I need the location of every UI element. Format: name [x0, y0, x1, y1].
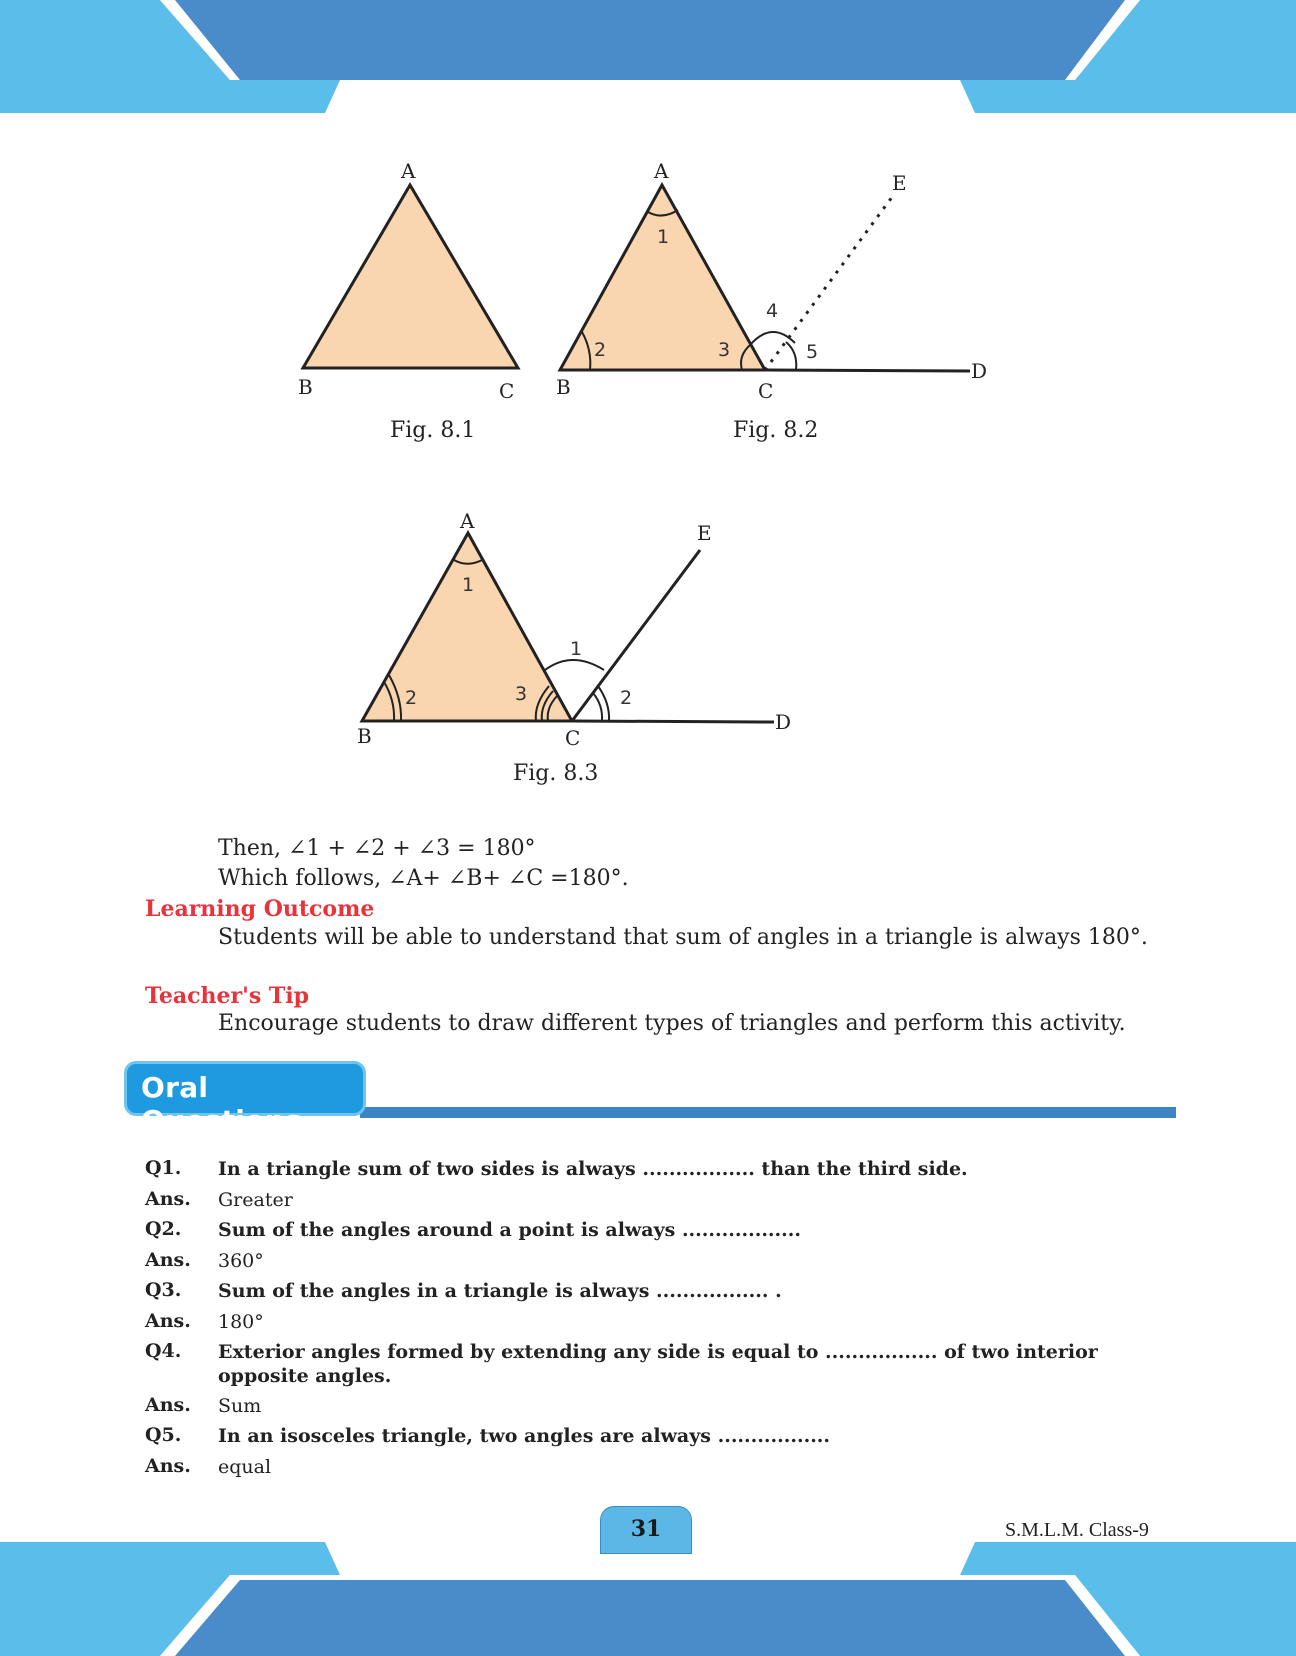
fig-8-1-caption: Fig. 8.1 — [390, 418, 476, 443]
angle-mark-exterior-1: 1 — [570, 638, 583, 660]
angle-arc-exterior-2a — [593, 693, 602, 721]
answer-text: Greater — [218, 1189, 293, 1211]
angle-mark-1: 1 — [657, 226, 670, 248]
teachers-tip-text: Encourage students to draw different types of triangles and perform this activity. — [218, 1011, 1126, 1036]
ray-ce — [572, 550, 700, 721]
label-c: C — [565, 726, 581, 750]
triangle-abc — [362, 533, 572, 721]
angle-arc-5 — [786, 342, 796, 370]
label-e: E — [892, 171, 907, 195]
triangle-abc — [560, 185, 765, 370]
figure-8-1 — [290, 160, 540, 410]
oral-questions-rule — [360, 1107, 1176, 1118]
ray-cd — [572, 721, 774, 722]
label-d: D — [775, 710, 792, 734]
answer-label: Ans. — [145, 1310, 191, 1332]
book-label: S.M.L.M. Class-9 — [1005, 1519, 1149, 1541]
learning-outcome-heading: Learning Outcome — [145, 896, 375, 922]
question-label: Q2. — [145, 1218, 182, 1240]
footer-decoration — [0, 1540, 1296, 1656]
question-text: In a triangle sum of two sides is always ................. than the third side. — [218, 1158, 968, 1180]
label-b: B — [357, 724, 372, 748]
label-b: B — [298, 375, 313, 399]
angle-mark-1: 1 — [462, 574, 475, 596]
figure-8-2 — [550, 160, 1000, 410]
label-d: D — [971, 359, 988, 383]
label-a: A — [654, 160, 669, 183]
figure-8-3 — [350, 510, 810, 750]
oral-questions-title: Oral Questions — [141, 1071, 302, 1137]
answer-text: 360° — [218, 1250, 264, 1272]
fig-8-3-caption: Fig. 8.3 — [513, 761, 599, 786]
question-text: Sum of the angles around a point is always .................. — [218, 1219, 802, 1241]
question-text: In an isosceles triangle, two angles are always ................. — [218, 1425, 831, 1447]
question-label: Q5. — [145, 1424, 182, 1446]
answer-text: 180° — [218, 1311, 264, 1333]
label-b: B — [556, 375, 571, 399]
answer-text: Sum — [218, 1395, 262, 1417]
question-label: Q3. — [145, 1279, 182, 1301]
angle-mark-exterior-2: 2 — [620, 687, 633, 709]
answer-label: Ans. — [145, 1188, 191, 1210]
label-a: A — [460, 510, 475, 533]
angle-mark-4: 4 — [766, 300, 779, 322]
answer-label: Ans. — [145, 1394, 191, 1416]
label-c: C — [499, 379, 515, 403]
question-label: Q4. — [145, 1340, 182, 1362]
ray-cd — [765, 370, 970, 371]
teachers-tip-heading: Teacher's Tip — [145, 983, 309, 1009]
learning-outcome-text: Students will be able to understand that sum of angles in a triangle is always 180°. — [218, 925, 1148, 950]
question-text: Exterior angles formed by extending any side is equal to ................. of two interior opposite angles. — [218, 1341, 1098, 1387]
conclusion-line-2: Which follows, ∠A+ ∠B+ ∠C =180°. — [218, 866, 629, 891]
answer-label: Ans. — [145, 1455, 191, 1477]
angle-arc-exterior-1 — [545, 660, 604, 670]
answer-label: Ans. — [145, 1249, 191, 1271]
angle-mark-3: 3 — [515, 683, 528, 705]
angle-mark-2: 2 — [594, 339, 607, 361]
triangle-abc — [303, 185, 518, 368]
angle-mark-5: 5 — [806, 341, 819, 363]
question-text: Sum of the angles in a triangle is always ................. . — [218, 1280, 782, 1302]
angle-mark-3: 3 — [718, 339, 731, 361]
angle-mark-2: 2 — [405, 687, 418, 709]
label-a: A — [401, 160, 416, 183]
answer-text: equal — [218, 1456, 272, 1478]
label-c: C — [758, 379, 774, 403]
fig-8-2-caption: Fig. 8.2 — [733, 418, 819, 443]
oral-questions-banner — [124, 1061, 366, 1137]
question-label: Q1. — [145, 1157, 182, 1179]
page-number-tab — [600, 1506, 692, 1554]
conclusion-line-1: Then, ∠1 + ∠2 + ∠3 = 180° — [218, 836, 536, 861]
page-number: 31 — [630, 1516, 662, 1542]
ray-ce-dotted — [765, 193, 895, 370]
header-decoration — [0, 0, 1296, 115]
label-e: E — [697, 521, 712, 545]
